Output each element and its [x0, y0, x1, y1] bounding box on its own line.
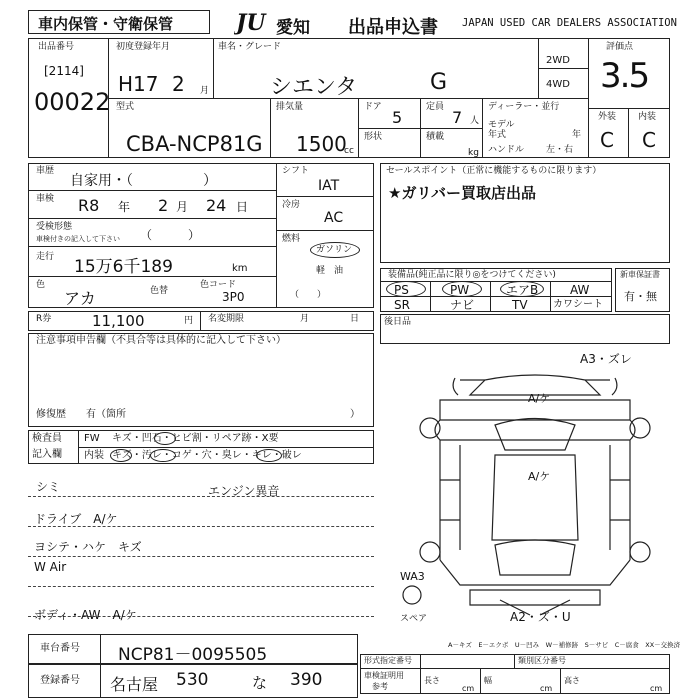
- fuel-diesel: 軽 油: [316, 266, 344, 276]
- equip-navi: ナビ: [450, 298, 475, 312]
- warranty-label: 新車保証書: [620, 270, 660, 279]
- mileage-label: 走行: [36, 252, 55, 262]
- aircon-value: AC: [324, 210, 344, 226]
- rating-value: 3.5: [600, 56, 649, 96]
- int-mark-circle-3: [256, 449, 282, 462]
- repair-history: 修復歴 有（箇所: [36, 409, 126, 420]
- chassis-label: 車台番号: [40, 643, 80, 654]
- car-name: シエンタ: [270, 75, 358, 100]
- history-value: 自家用・（ ）: [70, 173, 217, 189]
- dealer-label: ディーラー・並行: [488, 102, 560, 112]
- handle-label: ハンドル: [488, 145, 525, 155]
- lot-label: 出品番号: [38, 42, 75, 52]
- displacement-label: 排気量: [276, 102, 304, 112]
- model-label: 型式: [116, 102, 135, 112]
- notes-label: 注意事項申告欄（不具合等は具体的に記入して下さい）: [36, 335, 286, 346]
- first-reg-month: 2: [172, 72, 185, 96]
- int-mark-circle-1: [110, 449, 132, 462]
- car-grade: G: [430, 70, 448, 95]
- repair-history-close: ）: [350, 409, 360, 420]
- comment-4: ヨシテ・ハケ キズ: [34, 540, 142, 554]
- inspector-ext-items: キズ・凹石・ヒビ割・リペア跡・X要: [112, 433, 279, 444]
- doors-label: ドア: [364, 102, 382, 112]
- registration-kana: な: [252, 674, 268, 692]
- comment-1: シミ: [36, 480, 61, 494]
- spare-label: スペア: [400, 614, 428, 624]
- mileage-unit: km: [232, 263, 248, 274]
- inspection-day-unit: 日: [236, 200, 249, 214]
- equip-leather: カワシート: [553, 299, 603, 310]
- equip-aw: AW: [570, 283, 590, 297]
- inspection-month-unit: 月: [176, 200, 189, 214]
- comment-3: ドライブ A/ケ: [34, 512, 118, 526]
- cert-width-unit: cm: [540, 684, 553, 693]
- dealer-year-unit: 年: [572, 130, 582, 140]
- rear-items-label: 後日品: [384, 317, 412, 327]
- inspection-month: 2: [158, 196, 169, 215]
- ext-mark-circle: [154, 432, 176, 445]
- shape-label: 形状: [364, 132, 383, 142]
- inspector-label-2: 記入欄: [32, 449, 62, 460]
- inspection-label: 車検: [36, 194, 55, 204]
- recycle-value: 11,100: [92, 312, 145, 330]
- damage-legend: A－キズ E－エクボ U－凹み W－補修跡 S－サビ C－腐食 XX－交換済: [448, 641, 681, 649]
- inspection-year-unit: 年: [118, 200, 131, 214]
- color-repaint-label: 色替: [150, 286, 169, 296]
- inspection-day: 24: [206, 196, 227, 215]
- first-reg-era: H17: [118, 72, 159, 96]
- diagram-body-note: A/ケ: [528, 470, 551, 483]
- acceptance-bracket: （ ）: [140, 228, 201, 242]
- dealer-model-label: モデル: [488, 120, 515, 130]
- capacity-label: 定員: [426, 102, 445, 112]
- first-reg-month-unit: 月: [200, 86, 210, 96]
- comment-5: W Air: [34, 560, 67, 574]
- sales-point-text: ★ガリバー買取店出品: [388, 184, 536, 202]
- color-code-label: 色コード: [200, 280, 237, 290]
- diagram-left-note: WA3: [400, 570, 425, 583]
- displacement-unit: cc: [344, 146, 354, 156]
- shift-value: IAT: [318, 178, 340, 194]
- registration-city: 名古屋: [110, 675, 159, 694]
- chassis-value: NCP81－0095505: [118, 645, 268, 665]
- name-change-month: 月: [300, 314, 310, 324]
- shift-label: シフト: [282, 166, 310, 176]
- equip-airbag: エアB: [506, 283, 539, 297]
- capacity-value: 7: [452, 108, 463, 127]
- name-change-day: 日: [350, 314, 360, 324]
- equip-ps: PS: [394, 283, 409, 297]
- diagram-roof-note: A/ケ: [528, 392, 551, 405]
- inspector-ext-label: FW: [84, 433, 100, 444]
- cert-length: 長さ: [424, 676, 440, 685]
- recycle-label: R券: [36, 314, 52, 324]
- cert-height: 高さ: [564, 676, 580, 685]
- form-title: 出品申込書: [348, 17, 438, 38]
- rating-int-label: 内装: [638, 112, 657, 122]
- fuel-bracket: （ ）: [290, 290, 327, 300]
- lot-bracket: [2114]: [44, 64, 84, 78]
- fuel-label: 燃料: [282, 234, 301, 244]
- comment-6: ボディ・AW A/ケ: [34, 608, 137, 622]
- storage-text: 車内保管・守衛保管: [38, 15, 174, 33]
- sales-point-block: [380, 163, 670, 263]
- equip-sr: SR: [394, 298, 410, 312]
- capacity-unit: 人: [470, 116, 480, 126]
- inspector-label-1: 検査員: [32, 433, 62, 444]
- drive-4wd: 4WD: [546, 79, 570, 90]
- acceptance-label: 受検形態: [36, 222, 73, 232]
- history-label: 車歴: [36, 166, 55, 176]
- color-value: アカ: [64, 289, 96, 308]
- cert-class-num: 類別区分番号: [518, 656, 566, 665]
- int-mark-circle-2: [150, 449, 176, 462]
- equip-airbag-circle: [500, 281, 544, 297]
- color-code: 3P0: [222, 290, 245, 304]
- inspector-int-label: 内装: [84, 450, 104, 461]
- rating-ext: C: [600, 128, 614, 152]
- rating-ext-label: 外装: [598, 112, 617, 122]
- color-label: 色: [36, 280, 46, 290]
- association-name: JAPAN USED CAR DEALERS ASSOCIATION: [462, 17, 677, 29]
- cert-model-num: 形式指定番号: [364, 656, 412, 665]
- equip-ps-circle: [386, 281, 426, 297]
- diagram-top-note: A3・ズレ: [580, 352, 632, 366]
- equip-pw: PW: [450, 283, 470, 297]
- handle-options: 左・右: [546, 145, 574, 155]
- logo-text: JU: [236, 10, 266, 35]
- model-value: CBA-NCP81G: [126, 132, 263, 156]
- warranty-options: 有・無: [624, 290, 657, 303]
- car-name-label: 車名・グレード: [218, 42, 282, 52]
- registration-label: 登録番号: [40, 675, 80, 686]
- sales-point-label: セールスポイント（正常に機能するものに限ります）: [386, 166, 602, 176]
- registration-class: 530: [176, 670, 209, 690]
- inspection-era: R8: [78, 196, 100, 215]
- cert-width: 幅: [484, 676, 492, 685]
- displacement-value: 1500: [296, 132, 347, 156]
- cert-height-unit: cm: [650, 684, 663, 693]
- load-unit: kg: [468, 148, 479, 158]
- recycle-row: [28, 311, 374, 331]
- inspector-int-items: キズ・汚レ・コゲ・穴・臭レ・キレ・破レ: [112, 450, 302, 461]
- aircon-label: 冷房: [282, 200, 301, 210]
- acceptance-note: 車検付きの記入して下さい: [36, 235, 120, 243]
- name-change-label: 名変期限: [208, 314, 245, 324]
- rear-items-block: [380, 314, 670, 344]
- load-label: 積載: [426, 132, 445, 142]
- rating-label: 評価点: [606, 42, 634, 52]
- comment-2: エンジン異音: [208, 484, 280, 498]
- mileage-value: 15万6千189: [74, 257, 173, 277]
- equipment-label: 装備品(純正品に限り◎をつけてください): [388, 270, 556, 280]
- first-reg-label: 初度登録年月: [116, 42, 171, 52]
- ju-logo: [234, 9, 274, 35]
- registration-number: 390: [290, 670, 323, 690]
- recycle-unit: 円: [184, 316, 194, 326]
- lot-number: 00022: [34, 88, 111, 116]
- fuel-gasoline: ガソリン: [316, 245, 353, 255]
- doors-value: 5: [392, 108, 403, 127]
- equip-tv: TV: [512, 298, 528, 312]
- diagram-bottom-note: A2・ズ・U: [510, 610, 571, 624]
- drive-2wd: 2WD: [546, 55, 570, 66]
- equip-pw-circle: [442, 281, 482, 297]
- dealer-year-label: 年式: [488, 130, 507, 140]
- org-name: 愛知: [276, 18, 310, 38]
- cert-proof: 車検証明用: [364, 671, 404, 680]
- rating-int: C: [642, 128, 656, 152]
- cert-length-unit: cm: [462, 684, 475, 693]
- cert-ref: 参考: [372, 682, 388, 691]
